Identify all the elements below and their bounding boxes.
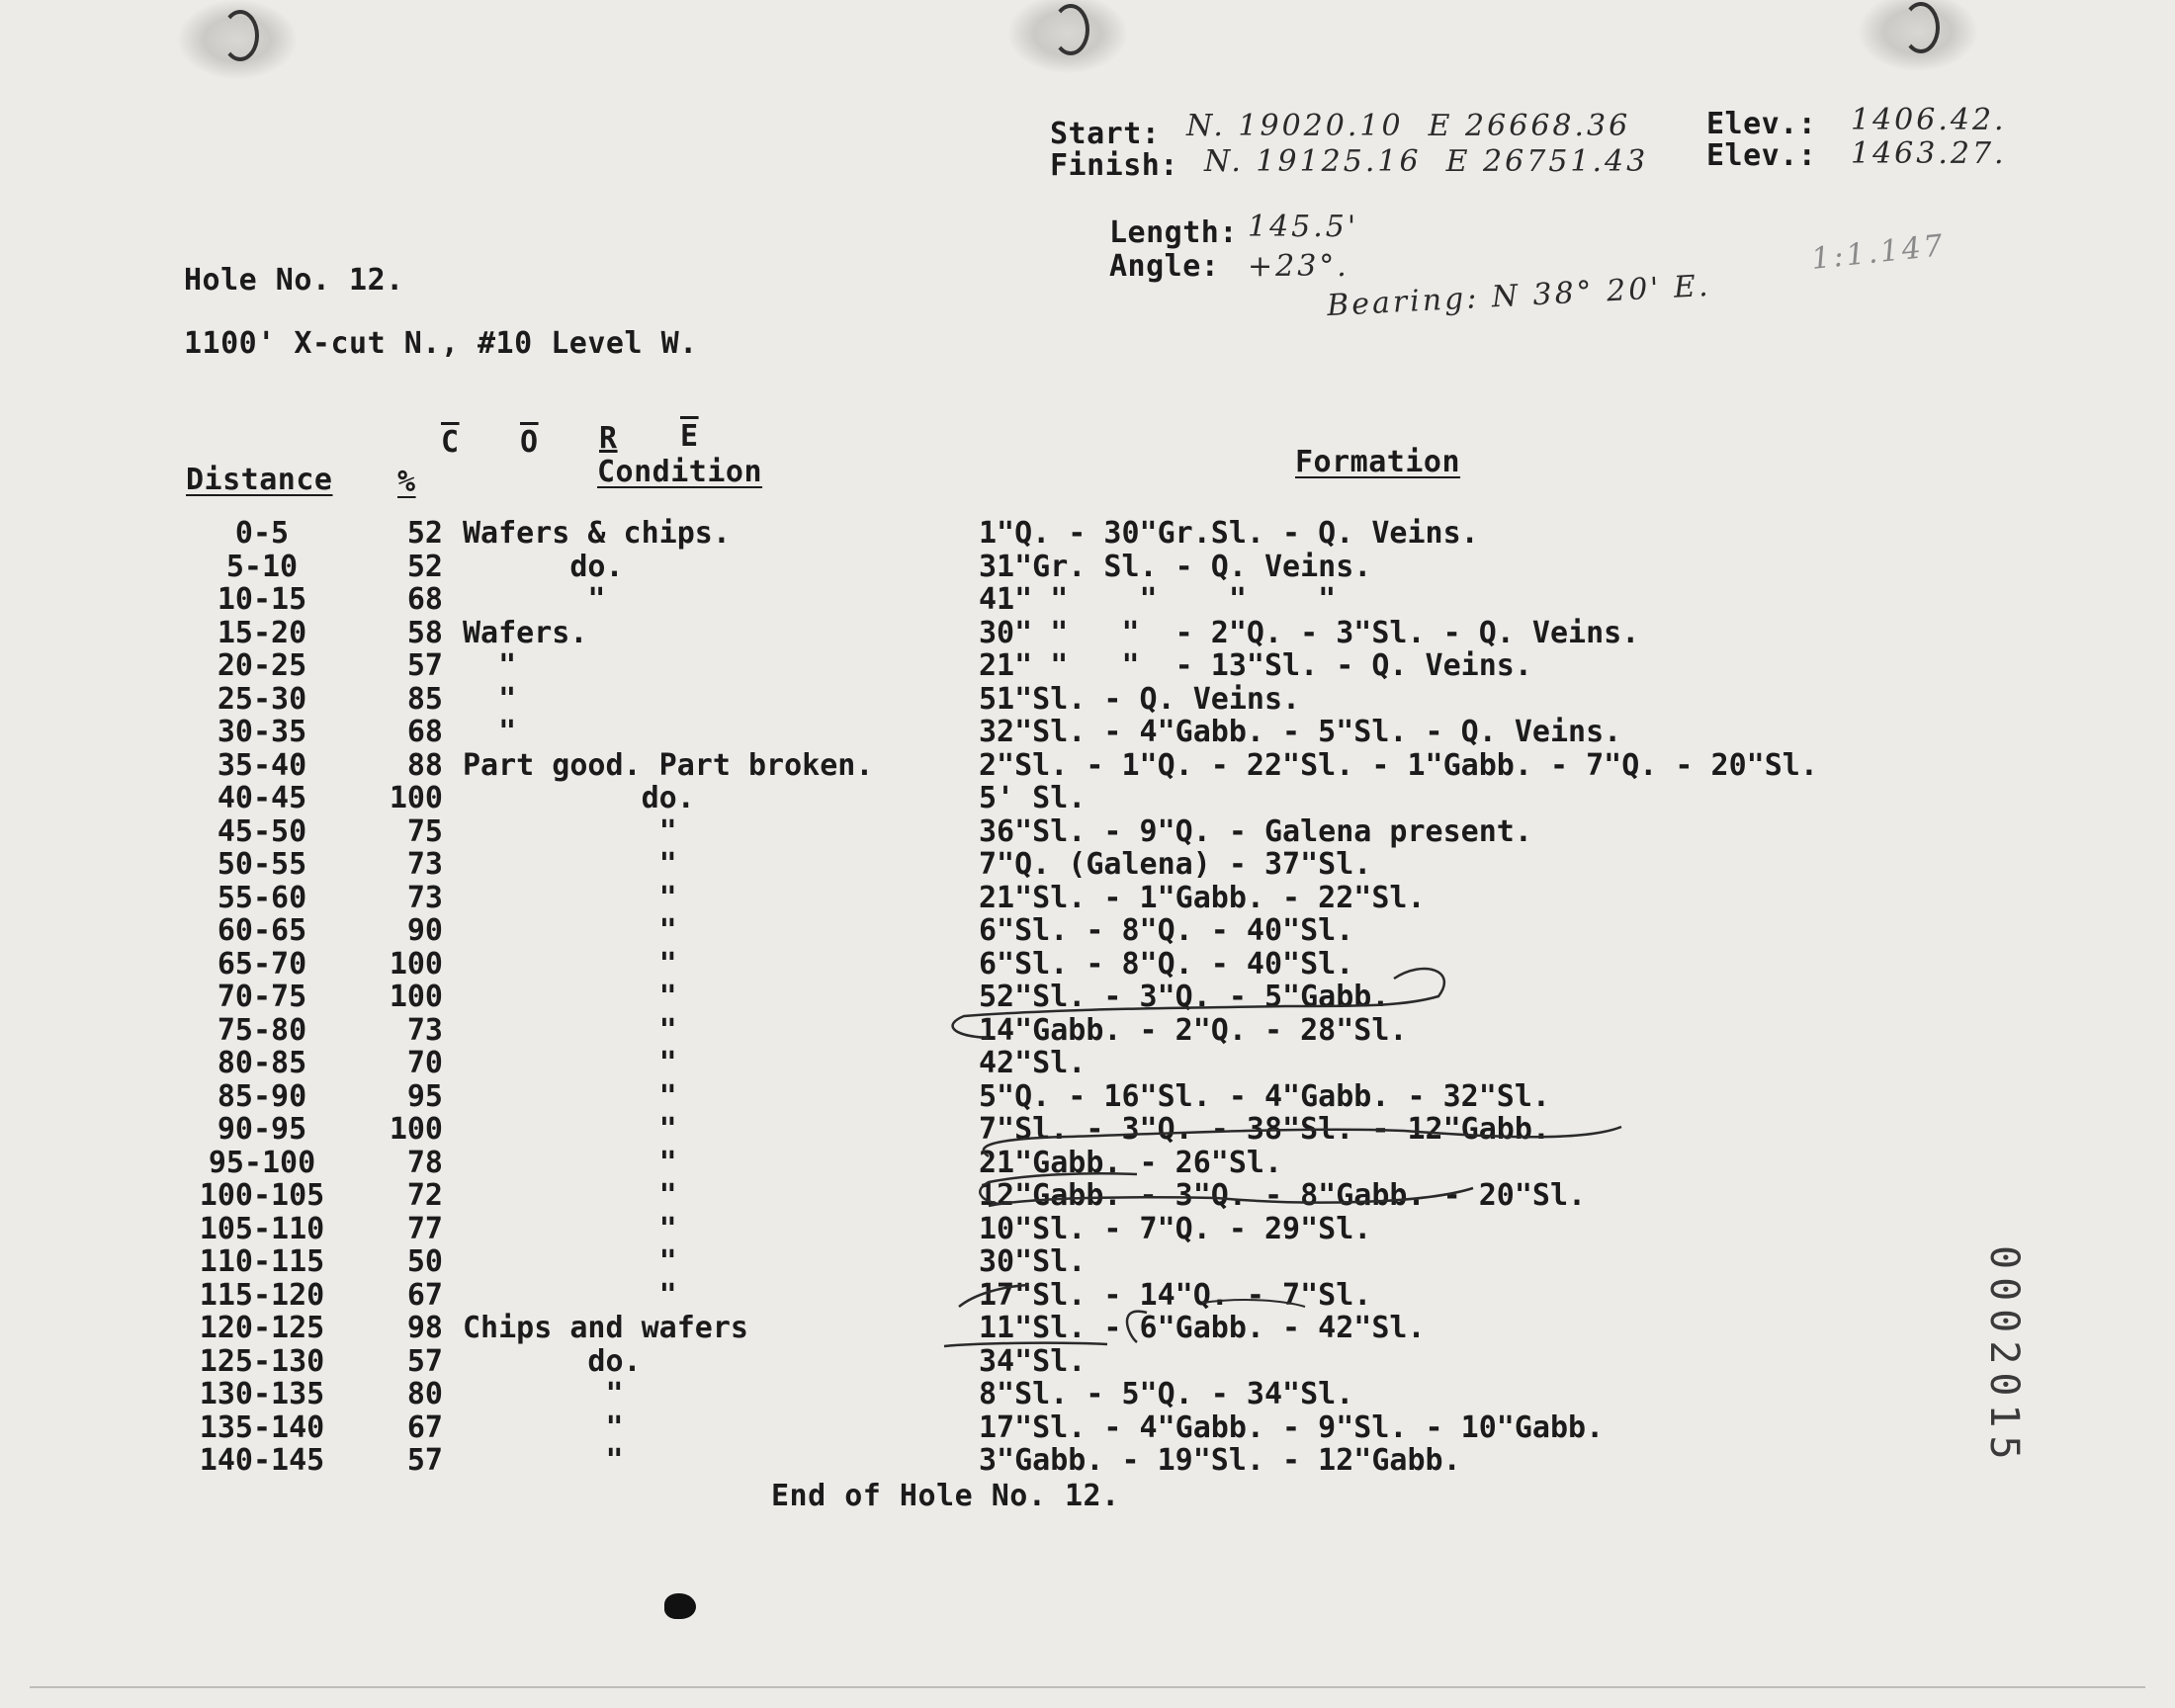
condition-cell: " xyxy=(463,913,677,948)
percent-cell: 57 xyxy=(406,1343,443,1379)
condition-cell: " xyxy=(463,681,517,717)
start-label: Start: xyxy=(1050,117,1161,151)
condition-cell: " xyxy=(463,847,677,882)
formation-cell: 42"Sl. xyxy=(979,1046,1087,1080)
condition-cell: Wafers & chips. xyxy=(463,516,731,551)
condition-cell: " xyxy=(463,715,517,749)
table-row xyxy=(0,1079,2175,1113)
condition-cell: " xyxy=(463,813,677,849)
formation-cell: 21"Sl. - 1"Gabb. - 22"Sl. xyxy=(979,880,1426,915)
table-row xyxy=(0,947,2175,981)
distance-cell: 140-145 xyxy=(199,1443,325,1478)
table-row xyxy=(0,913,2175,947)
distance-cell: 115-120 xyxy=(199,1277,325,1313)
condition-cell: " xyxy=(463,1145,677,1180)
percent-cell: 95 xyxy=(406,1078,443,1114)
distance-cell: 15-20 xyxy=(217,615,307,650)
table-row xyxy=(0,682,2175,716)
header-percent: % xyxy=(397,465,416,499)
table-row xyxy=(0,847,2175,881)
punch-hole-left xyxy=(178,0,297,79)
formation-cell: 3"Gabb. - 19"Sl. - 12"Gabb. xyxy=(979,1443,1461,1478)
core-letter-e: $\overline{E}$ xyxy=(680,419,699,454)
condition-cell: " xyxy=(463,980,677,1014)
distance-cell: 90-95 xyxy=(217,1112,307,1147)
percent-cell: 52 xyxy=(406,549,443,584)
table-row xyxy=(0,648,2175,682)
formation-cell: 2"Sl. - 1"Q. - 22"Sl. - 1"Gabb. - 7"Q. - 20"Sl. xyxy=(979,747,1818,783)
finish-elev-value: 1463.27. xyxy=(1851,136,2007,171)
punch-hole-right xyxy=(1859,0,1977,71)
formation-cell: 52"Sl. - 3"Q. - 5"Gabb. xyxy=(979,980,1390,1014)
percent-cell: 73 xyxy=(406,847,443,882)
distance-cell: 10-15 xyxy=(217,582,307,617)
distance-cell: 75-80 xyxy=(217,1012,307,1048)
formation-cell: 34"Sl. xyxy=(979,1343,1087,1379)
formation-cell: 1"Q. - 30"Gr.Sl. - Q. Veins. xyxy=(979,516,1479,551)
condition-cell: " xyxy=(463,582,606,617)
condition-cell: " xyxy=(463,1012,677,1048)
distance-cell: 100-105 xyxy=(199,1178,325,1213)
condition-cell: " xyxy=(463,946,677,982)
condition-cell: " xyxy=(463,1277,677,1313)
core-letter-c: $\overline{C}$ xyxy=(441,425,460,460)
formation-cell: 12"Gabb. - 3"Q. - 8"Gabb. - 20"Sl. xyxy=(979,1178,1587,1213)
table-row xyxy=(0,1410,2175,1444)
page-stamp-number: 0002015 xyxy=(1981,1245,2027,1468)
percent-cell: 50 xyxy=(406,1244,443,1279)
table-row xyxy=(0,814,2175,848)
formation-cell: 36"Sl. - 9"Q. - Galena present. xyxy=(979,813,1532,849)
angle-label: Angle: xyxy=(1109,249,1220,284)
distance-cell: 55-60 xyxy=(217,880,307,915)
condition-cell: Part good. Part broken. xyxy=(463,747,874,783)
table-row xyxy=(0,881,2175,914)
formation-cell: 31"Gr. Sl. - Q. Veins. xyxy=(979,549,1372,584)
condition-cell: " xyxy=(463,1409,624,1445)
distance-cell: 80-85 xyxy=(217,1046,307,1080)
table-row xyxy=(0,781,2175,814)
distance-cell: 65-70 xyxy=(217,946,307,982)
table-row xyxy=(0,1146,2175,1179)
formation-cell: 5"Q. - 16"Sl. - 4"Gabb. - 32"Sl. xyxy=(979,1078,1550,1114)
distance-cell: 0-5 xyxy=(234,516,290,551)
formation-cell: 17"Sl. - 4"Gabb. - 9"Sl. - 10"Gabb. xyxy=(979,1409,1605,1445)
condition-cell: Wafers. xyxy=(463,615,588,650)
start-elev-value: 1406.42. xyxy=(1851,103,2007,137)
distance-cell: 30-35 xyxy=(217,715,307,749)
formation-cell: 11"Sl. - 6"Gabb. - 42"Sl. xyxy=(979,1311,1426,1345)
formation-cell: 6"Sl. - 8"Q. - 40"Sl. xyxy=(979,946,1354,982)
distance-cell: 130-135 xyxy=(199,1377,325,1411)
percent-cell: 75 xyxy=(406,813,443,849)
bearing-note: Bearing: N 38° 20' E. xyxy=(1326,268,1712,324)
table-row xyxy=(0,1013,2175,1047)
table-row xyxy=(0,1344,2175,1378)
percent-cell: 67 xyxy=(406,1277,443,1313)
condition-cell: " xyxy=(463,1244,677,1279)
finish-coords: N. 19125.16 E 26751.43 xyxy=(1204,144,1649,179)
length-value: 145.5' xyxy=(1248,210,1359,244)
distance-cell: 95-100 xyxy=(208,1145,316,1180)
hole-location: 1100' X-cut N., #10 Level W. xyxy=(184,326,698,361)
formation-cell: 30" " " - 2"Q. - 3"Sl. - Q. Veins. xyxy=(979,615,1640,650)
condition-cell: " xyxy=(463,648,517,683)
ratio-note: 1:1.147 xyxy=(1809,227,1948,278)
condition-cell: Chips and wafers xyxy=(463,1311,748,1345)
table-row xyxy=(0,1178,2175,1212)
angle-value: +23°. xyxy=(1248,249,1349,284)
condition-cell: " xyxy=(463,1178,677,1213)
table-row xyxy=(0,715,2175,748)
finish-label: Finish: xyxy=(1050,148,1178,183)
formation-cell: 30"Sl. xyxy=(979,1244,1087,1279)
table-row xyxy=(0,1112,2175,1146)
distance-cell: 50-55 xyxy=(217,847,307,882)
table-row xyxy=(0,1443,2175,1477)
condition-cell: do. xyxy=(463,1343,642,1379)
percent-cell: 57 xyxy=(406,648,443,683)
distance-cell: 60-65 xyxy=(217,913,307,948)
table-row xyxy=(0,1278,2175,1312)
table-row xyxy=(0,1046,2175,1079)
finish-elev-label: Elev.: xyxy=(1706,138,1817,173)
condition-cell: do. xyxy=(463,781,695,815)
percent-cell: 100 xyxy=(389,1112,443,1147)
formation-cell: 7"Sl. - 3"Q. - 38"Sl. - 12"Gabb. xyxy=(979,1112,1550,1147)
bottom-rule xyxy=(30,1686,2145,1688)
percent-cell: 52 xyxy=(406,516,443,551)
formation-cell: 51"Sl. - Q. Veins. xyxy=(979,681,1301,717)
percent-cell: 70 xyxy=(406,1046,443,1080)
distance-cell: 70-75 xyxy=(217,980,307,1014)
percent-cell: 67 xyxy=(406,1409,443,1445)
table-row xyxy=(0,1311,2175,1344)
percent-cell: 73 xyxy=(406,1012,443,1048)
formation-cell: 41" " " " " xyxy=(979,582,1337,617)
distance-cell: 125-130 xyxy=(199,1343,325,1379)
formation-cell: 21"Gabb. - 26"Sl. xyxy=(979,1145,1283,1180)
table-row xyxy=(0,1212,2175,1245)
condition-cell: " xyxy=(463,1112,677,1147)
distance-cell: 5-10 xyxy=(225,549,299,584)
formation-cell: 17"Sl. - 14"Q. - 7"Sl. xyxy=(979,1277,1372,1313)
condition-cell: " xyxy=(463,1046,677,1080)
table-row xyxy=(0,616,2175,649)
distance-cell: 20-25 xyxy=(217,648,307,683)
percent-cell: 80 xyxy=(406,1377,443,1411)
condition-cell: " xyxy=(463,1078,677,1114)
table-row xyxy=(0,516,2175,550)
distance-cell: 120-125 xyxy=(199,1311,325,1345)
end-of-hole-text: End of Hole No. 12. xyxy=(771,1479,1120,1513)
condition-cell: " xyxy=(463,1211,677,1246)
header-condition: Condition xyxy=(597,455,763,489)
formation-cell: 21" " " - 13"Sl. - Q. Veins. xyxy=(979,648,1532,683)
formation-cell: 14"Gabb. - 2"Q. - 28"Sl. xyxy=(979,1012,1408,1048)
punch-hole-center xyxy=(1008,0,1127,73)
distance-cell: 110-115 xyxy=(199,1244,325,1279)
condition-cell: " xyxy=(463,1443,624,1478)
table-row xyxy=(0,748,2175,782)
table-row xyxy=(0,550,2175,583)
table-row xyxy=(0,980,2175,1013)
distance-cell: 135-140 xyxy=(199,1409,325,1445)
formation-cell: 8"Sl. - 5"Q. - 34"Sl. xyxy=(979,1377,1354,1411)
table-row xyxy=(0,1377,2175,1410)
distance-cell: 35-40 xyxy=(217,747,307,783)
percent-cell: 77 xyxy=(406,1211,443,1246)
distance-cell: 40-45 xyxy=(217,781,307,815)
distance-cell: 45-50 xyxy=(217,813,307,849)
distance-cell: 105-110 xyxy=(199,1211,325,1246)
formation-cell: 10"Sl. - 7"Q. - 29"Sl. xyxy=(979,1211,1372,1246)
header-distance: Distance xyxy=(186,463,333,497)
percent-cell: 72 xyxy=(406,1178,443,1213)
start-coords: N. 19020.10 E 26668.36 xyxy=(1186,109,1631,143)
formation-cell: 32"Sl. - 4"Gabb. - 5"Sl. - Q. Veins. xyxy=(979,715,1622,749)
hole-title: Hole No. 12. xyxy=(184,263,404,298)
core-letter-o: $\overline{O}$ xyxy=(520,425,539,460)
length-label: Length: xyxy=(1109,215,1238,250)
percent-cell: 68 xyxy=(406,582,443,617)
percent-cell: 100 xyxy=(389,980,443,1014)
ink-blot xyxy=(664,1593,696,1619)
percent-cell: 100 xyxy=(389,946,443,982)
formation-cell: 6"Sl. - 8"Q. - 40"Sl. xyxy=(979,913,1354,948)
condition-cell: " xyxy=(463,1377,624,1411)
percent-cell: 68 xyxy=(406,715,443,749)
table-row xyxy=(0,582,2175,616)
percent-cell: 88 xyxy=(406,747,443,783)
start-elev-label: Elev.: xyxy=(1706,107,1817,141)
condition-cell: do. xyxy=(463,549,624,584)
percent-cell: 100 xyxy=(389,781,443,815)
percent-cell: 73 xyxy=(406,880,443,915)
distance-cell: 25-30 xyxy=(217,681,307,717)
header-formation: Formation xyxy=(1295,445,1461,479)
percent-cell: 58 xyxy=(406,615,443,650)
percent-cell: 57 xyxy=(406,1443,443,1478)
core-letter-r: R xyxy=(599,421,618,456)
percent-cell: 90 xyxy=(406,913,443,948)
percent-cell: 78 xyxy=(406,1145,443,1180)
formation-cell: 5' Sl. xyxy=(979,781,1087,815)
formation-cell: 7"Q. (Galena) - 37"Sl. xyxy=(979,847,1372,882)
percent-cell: 85 xyxy=(406,681,443,717)
percent-cell: 98 xyxy=(406,1311,443,1345)
condition-cell: " xyxy=(463,880,677,915)
table-row xyxy=(0,1244,2175,1278)
distance-cell: 85-90 xyxy=(217,1078,307,1114)
